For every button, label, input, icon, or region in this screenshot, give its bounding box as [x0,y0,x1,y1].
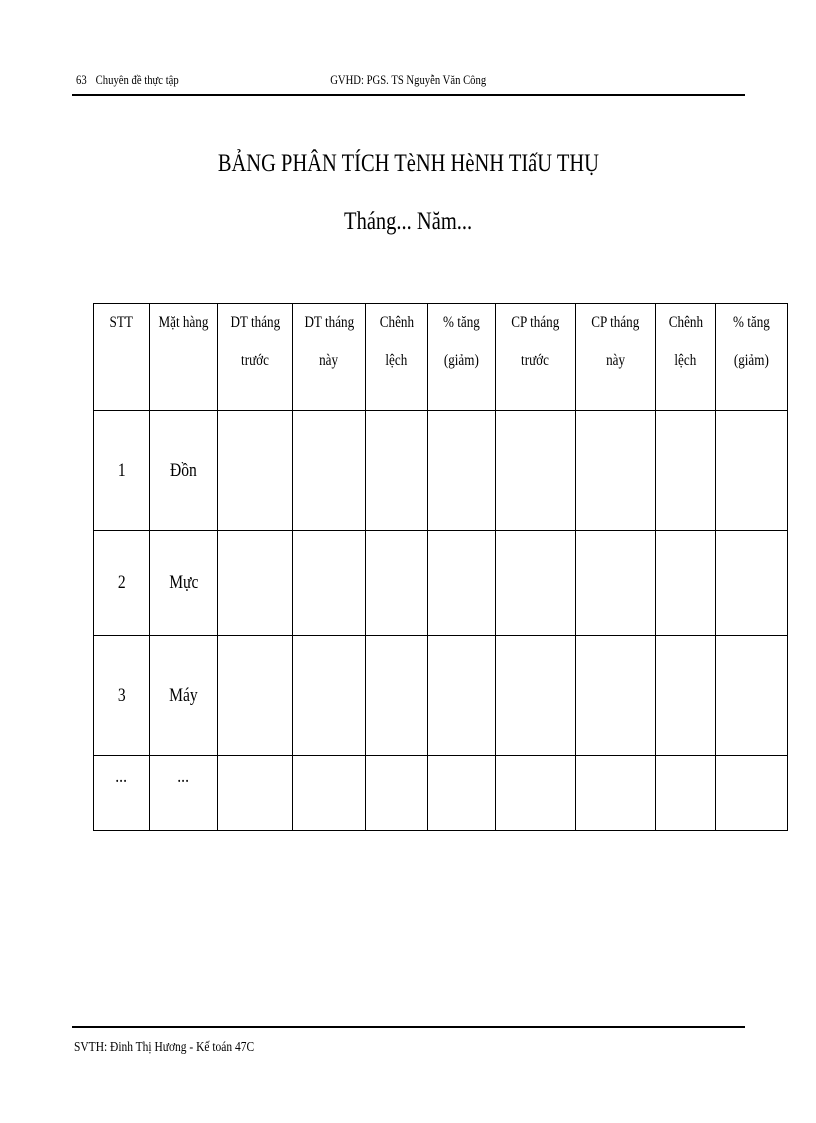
header-rule [72,94,745,96]
supervisor: GVHD: PGS. TS Nguyễn Văn Công [330,72,487,87]
table-row [94,411,788,531]
page-number: 63 [76,72,87,87]
table-row [94,636,788,756]
col-header-cost-current: CP tháng này [576,304,656,411]
col-header-revenue-pct: % tăng (giảm) [428,304,496,411]
col-header-revenue-diff: Chênh lệch [366,304,428,411]
analysis-table [93,303,788,831]
row-item: Mực [150,531,218,636]
table-title: BẢNG PHÂN TÍCH TèNH HèNH TIấU THỤ [217,150,599,177]
row-stt: 2 [94,531,150,636]
col-header-revenue-current: DT tháng này [293,304,366,411]
col-header-stt: STT [94,304,150,411]
col-header-cost-diff: Chênh lệch [656,304,716,411]
col-header-item: Mặt hàng [150,304,218,411]
row-stt: 1 [94,411,150,531]
row-item: ... [150,756,218,831]
col-header-revenue-prev: DT tháng trước [218,304,293,411]
row-item: Máy [150,636,218,756]
table-subtitle: Tháng... Năm... [343,208,473,235]
table-row [94,531,788,636]
footer-rule [72,1026,745,1028]
document-subject: Chuyên đề thực tập [95,72,179,87]
row-stt: 3 [94,636,150,756]
table-row [94,756,788,831]
table-header-row [94,304,788,411]
col-header-cost-prev: CP tháng trước [496,304,576,411]
row-item: Đồn [150,411,218,531]
row-stt: ... [94,756,150,831]
col-header-cost-pct: % tăng (giảm) [716,304,788,411]
page-header [76,70,624,92]
page-footer: SVTH: Đinh Thị Hương - Kế toán 47C [74,1040,255,1055]
